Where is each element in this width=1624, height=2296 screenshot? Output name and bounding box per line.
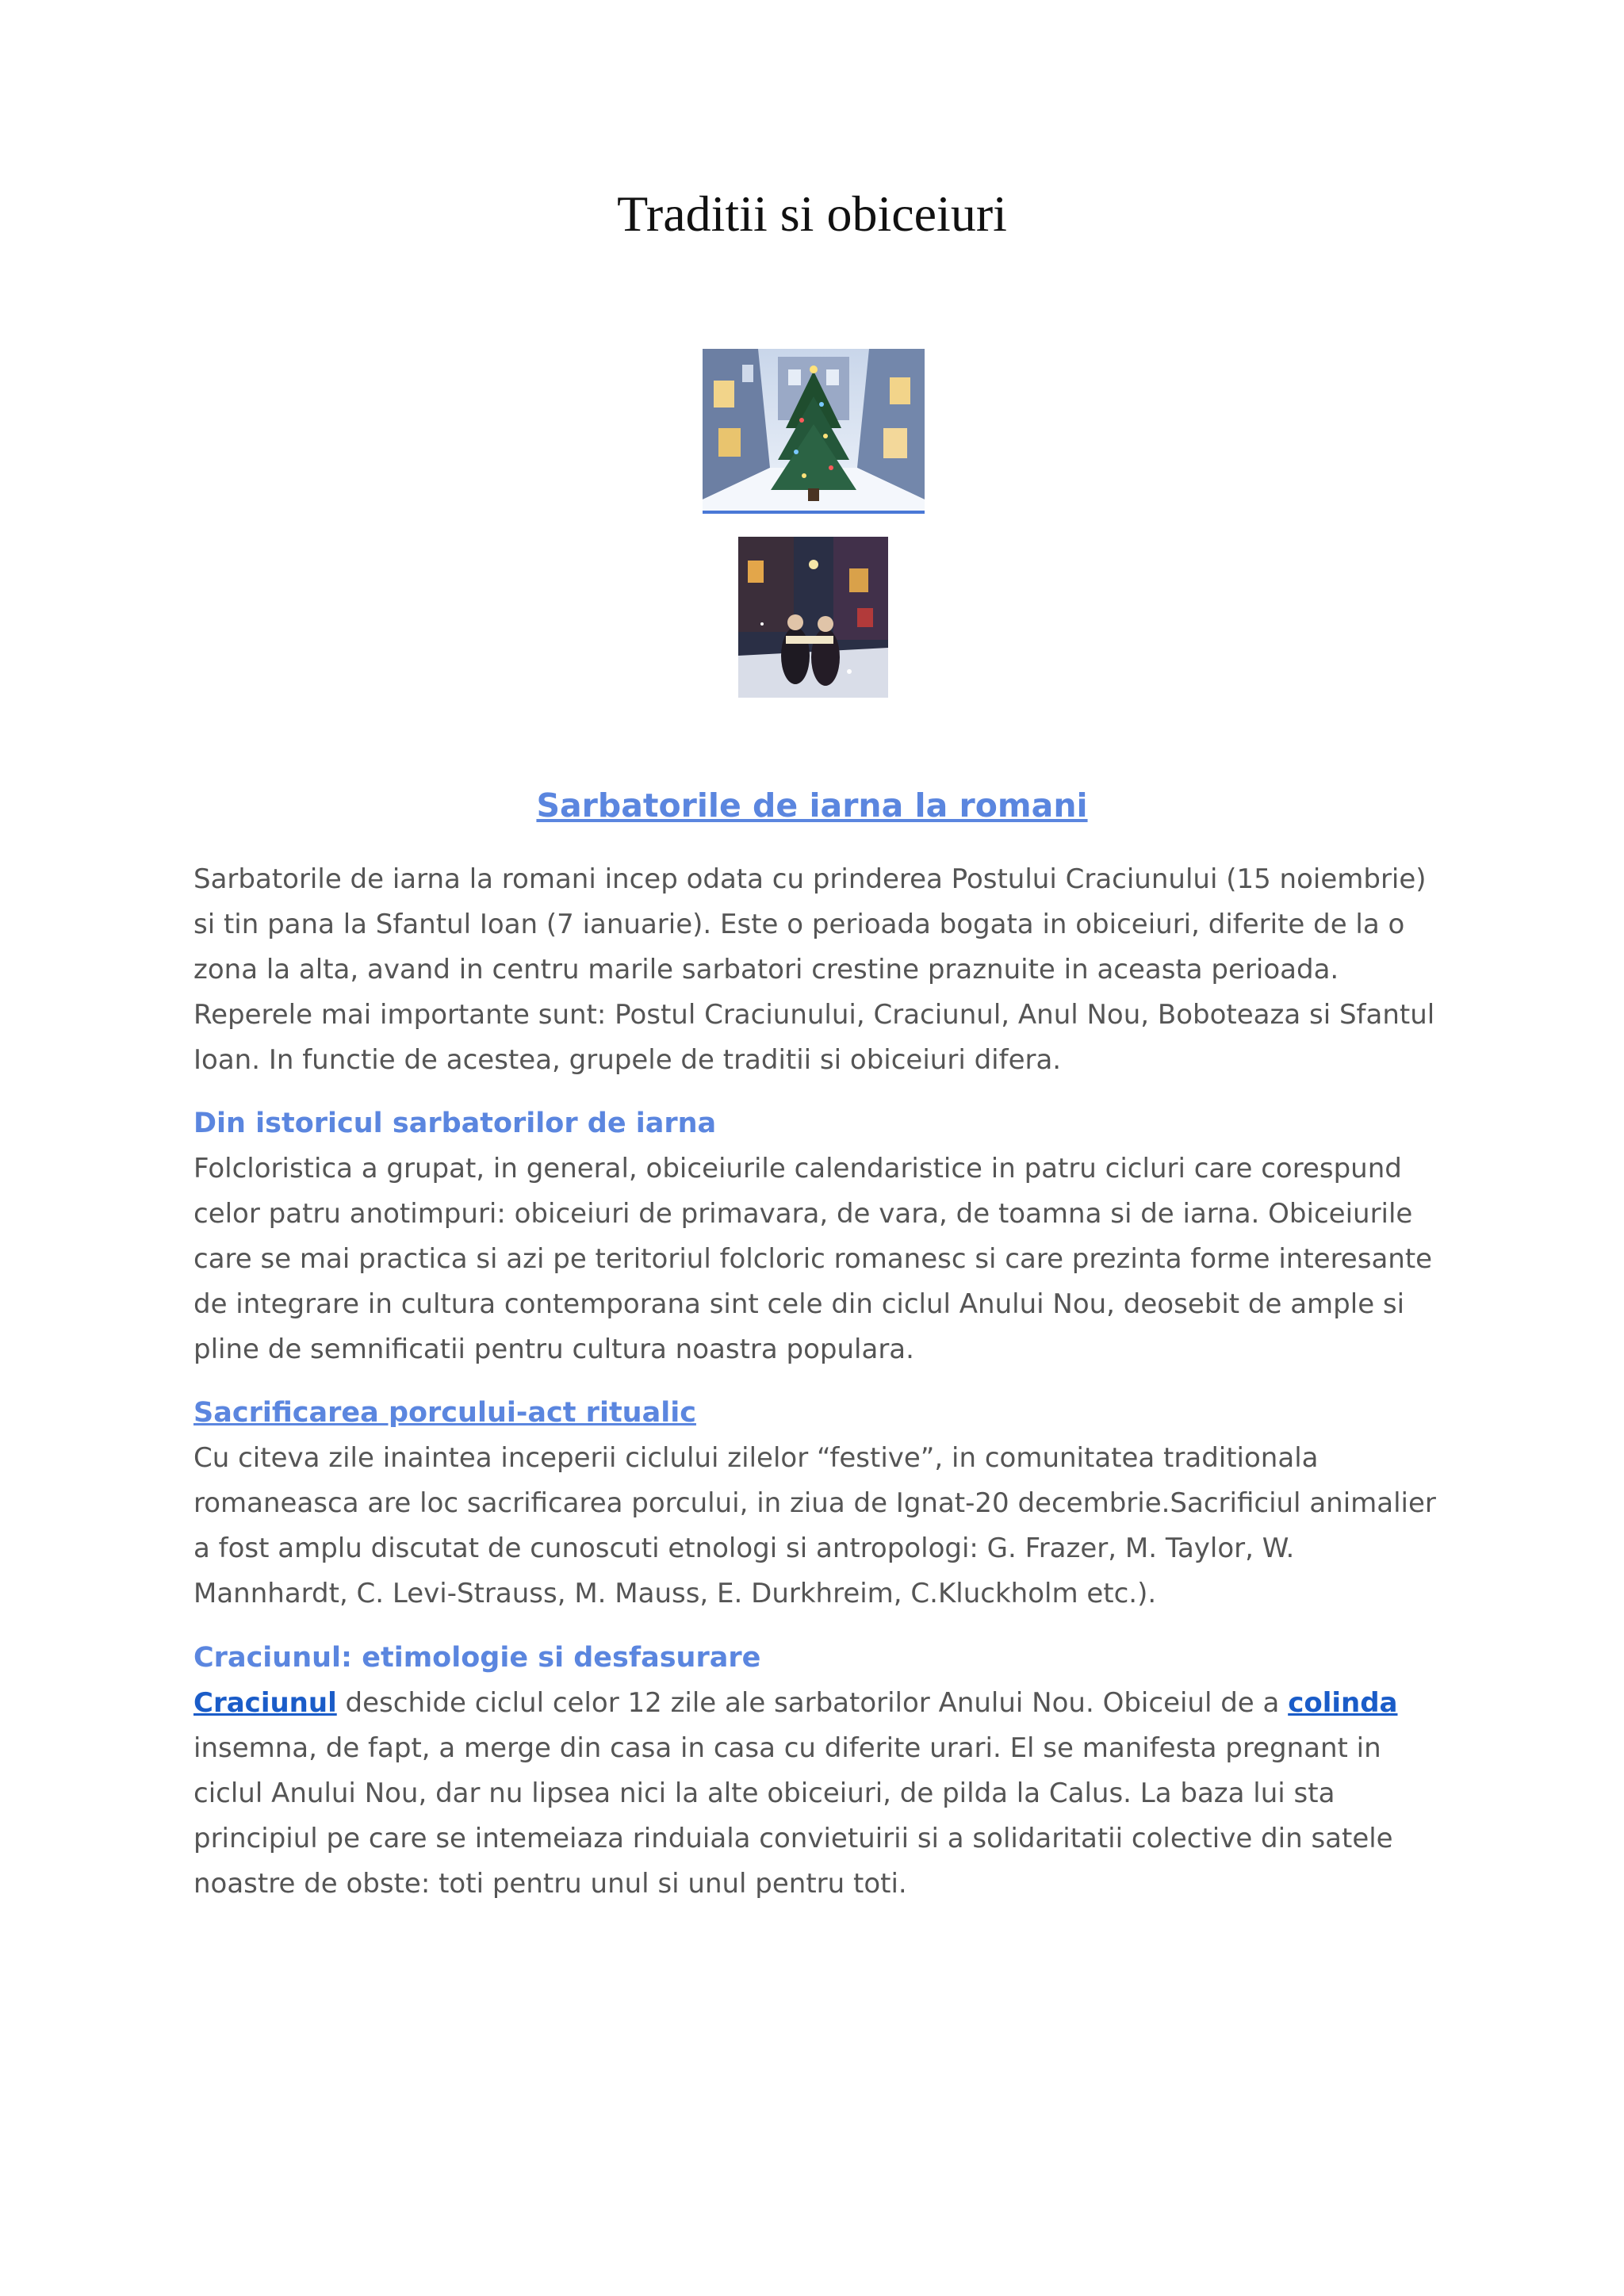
christmas-text-b: insemna, de fapt, a merge din casa in casa cu diferite urari. El se manifesta pregnant in ciclul Anului Nou, dar nu lipsea nici la alte obiceiuri, de pilda la Calus. La baza lui sta principiul pe care se intemeiaza rinduiala convietuirii si a solidaritatii colective din satele noastre de obste: toti pentru unul si unul pentru toti.: [193, 1732, 1393, 1900]
craciunul-link[interactable]: Craciunul: [193, 1687, 337, 1719]
christmas-text: [193, 1681, 1446, 1907]
section-title-link[interactable]: Sarbatorile de iarna la romani: [536, 786, 1088, 825]
section-christmas: [193, 1636, 1446, 1907]
carolers-image: [738, 537, 888, 698]
pig-sacrifice-heading-link[interactable]: Sacrificarea porcului-act ritualic: [193, 1397, 696, 1429]
document-title: Traditii si obiceiuri: [617, 186, 1007, 242]
colinda-link[interactable]: colinda: [1288, 1687, 1398, 1719]
section-pig-sacrifice: [193, 1391, 1446, 1617]
pig-sacrifice-text: Cu citeva zile inaintea inceperii ciclului zilelor “festive”, in comunitatea traditionala romaneasca are loc sacrificarea porcului, in ziua de Ignat-20 decembrie.Sacrificiul animalier a fost amplu discutat de cunoscuti etnologi si antropologi: G. Frazer, M. Taylor, W. Mannhardt, C. Levi-Strauss, M. Mauss, E. Durkhreim, C.Kluckholm etc.).: [193, 1442, 1436, 1609]
christmas-heading: Craciunul: etimologie si desfasurare: [193, 1642, 761, 1674]
christmas-tree-image[interactable]: [703, 349, 925, 514]
christmas-text-a: deschide ciclul celor 12 zile ale sarbatorilor Anului Nou. Obiceiul de a: [336, 1687, 1289, 1719]
history-text: Folcloristica a grupat, in general, obiceiurile calendaristice in patru cicluri care corespund celor patru anotimpuri: obiceiuri de primavara, de vara, de toamna si de iarna. Obiceiurile care se mai practica si azi pe teritoriul folcloric romanesc si care prezinta forme interesante de integrare in cultura contemporana sint cele din ciclul Anului Nou, deosebit de ample si pline de semnificatii pentru cultura noastra populara.: [193, 1153, 1433, 1365]
history-heading: Din istoricul sarbatorilor de iarna: [193, 1108, 717, 1139]
intro-text: Sarbatorile de iarna la romani incep odata cu prinderea Postului Craciunului (15 noiembrie) si tin pana la Sfantul Ioan (7 ianuarie). Este o perioada bogata in obiceiuri, diferite de la o zona la alta, avand in centru marile sarbatori crestine praznuite in aceasta perioada. Reperele mai importante sunt: Postul Craciunului, Craciunul, Anul Nou, Boboteaza si Sfantul Ioan. In functie de acestea, grupele de traditii si obiceiuri difera.: [193, 863, 1435, 1076]
intro-paragraph: [193, 857, 1446, 1083]
section-history: [193, 1101, 1446, 1372]
